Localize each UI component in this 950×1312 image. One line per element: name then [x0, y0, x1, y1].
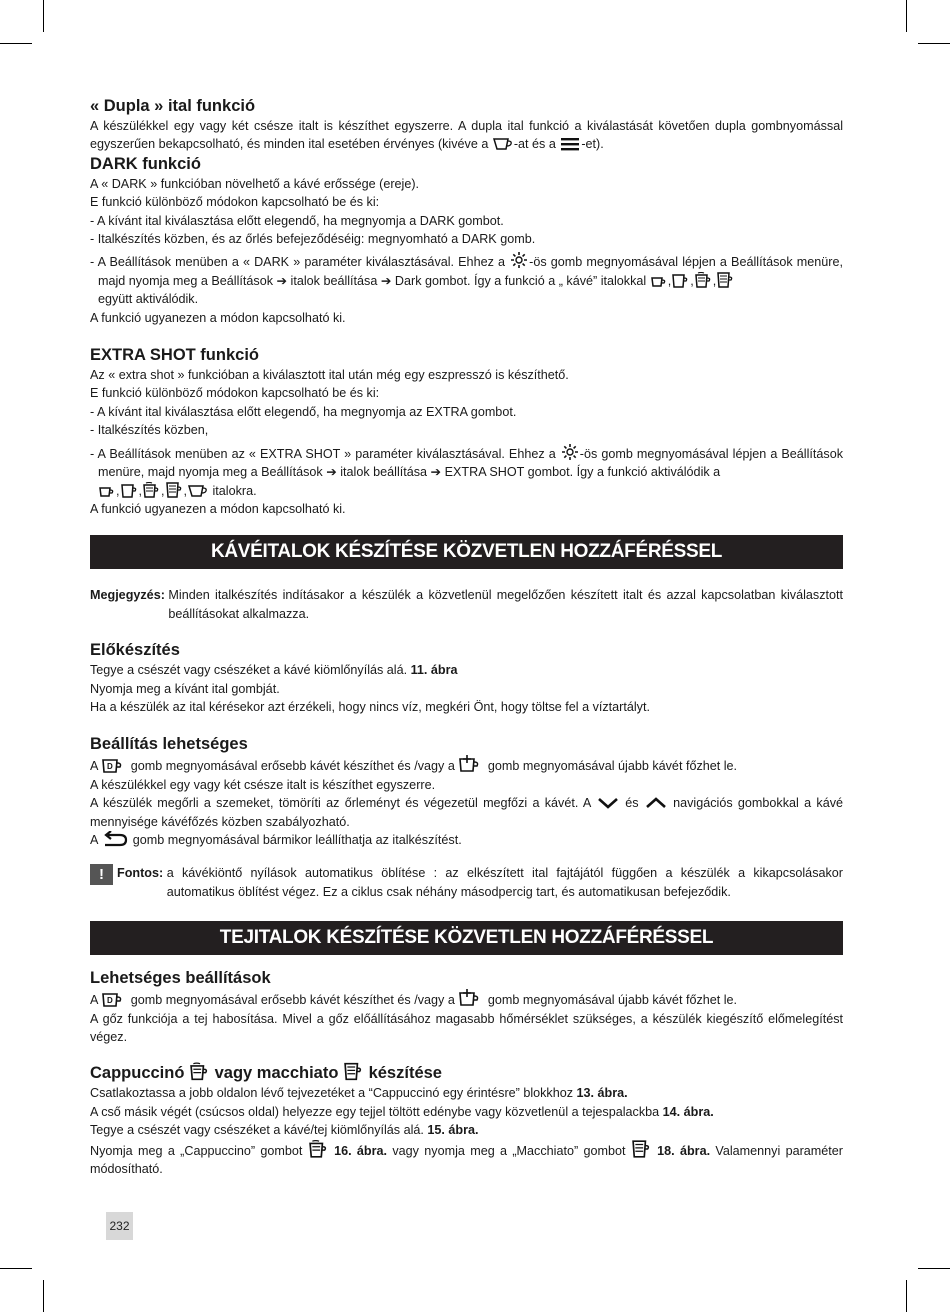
note-text: a kávékiöntő nyílások automatikus öblítése : az elkészített ital fajtájától függően a készülék a kikapcsolásakor automatikus öblítést végez. Ez a ciklus csak néhány másodpercig tart, és automatikusan befejeződik.: [166, 866, 843, 899]
extra-line: A funkció ugyanezen a módon kapcsolható ki.: [90, 501, 346, 516]
macchiato-icon: [632, 1140, 651, 1158]
dark-line: E funkció különböző módokon kapcsolható be és ki:: [90, 195, 380, 210]
section-title-elokeszites: Előkészítés: [90, 641, 180, 660]
macchiato-icon: [344, 1062, 363, 1081]
gear-icon: [510, 251, 528, 269]
setting-line: A D gomb megnyomásával erősebb kávét készíthet és /vagy a gomb megnyomásával újabb kávét főzhet le.: [90, 755, 843, 775]
dark-line: - Italkészítés közben, és az őrlés befejeződéséig: megnyomható a DARK gomb.: [90, 232, 536, 247]
page-content: [90, 96, 843, 1178]
svg-text:D: D: [107, 762, 113, 772]
crop-mark: [918, 43, 950, 44]
section-title-lehetseges: Lehetséges beállítások: [90, 969, 271, 988]
figure-ref: 16. ábra.: [334, 1143, 388, 1158]
note-megjegyzes: Megjegyzés: Minden italkészítés indításakor a készülék a közvetlenül megelőzően készített italt és azzal kapcsolatban kiválasztott beállításokat alkalmazza.: [90, 586, 843, 623]
cappuccino-line: Tegye a csészét vagy csészéket a kávé/tej kiömlőnyílás alá. 15. ábra.: [90, 1123, 479, 1138]
section-banner-milk: TEJITALOK KÉSZÍTÉSE KÖZVETLEN HOZZÁFÉRÉSSEL: [90, 921, 843, 955]
crop-mark: [906, 0, 907, 32]
latte-icon: [166, 482, 183, 498]
figure-ref: 18. ábra.: [657, 1143, 711, 1158]
section-title-cappuccino: Cappuccinó vagy macchiato készítése: [90, 1064, 442, 1083]
latte-icon: [717, 272, 734, 288]
chevron-down-icon: [597, 796, 619, 810]
dark-line: - A kívánt ital kiválasztása előtt elegendő, ha megnyomja a DARK gombot.: [90, 213, 504, 228]
prep-line: Tegye a csészét vagy csészéket a kávé kiömlőnyílás alá. 11. ábra: [90, 663, 458, 678]
espresso-icon: [99, 484, 115, 498]
note-label: Fontos: [117, 866, 159, 881]
section-title-dark: DARK funkció: [90, 154, 201, 173]
page-number: 232: [106, 1212, 133, 1240]
figure-ref: 15. ábra.: [427, 1123, 479, 1138]
espresso-icon: [651, 274, 667, 288]
coffee-cup-icon: [672, 274, 689, 288]
figure-ref: 13. ábra.: [576, 1086, 628, 1101]
figure-ref: 14. ábra.: [662, 1104, 714, 1119]
crop-mark: [918, 1268, 950, 1269]
extra-line: Az « extra shot » funkcióban a kiválasztott ital után még egy eszpresszó is készíthető.: [90, 368, 569, 383]
cappuccino-line: A cső másik végét (csúcsos oldal) helyezze egy tejjel töltött edénybe vagy közvetlenül a tejespalackba 14. ábra.: [90, 1104, 714, 1119]
extra-shot-button-icon: [459, 989, 483, 1007]
warning-icon: !: [90, 864, 113, 885]
note-fontos: ! Fontos: a kávékiöntő nyílások automatikus öblítése : az elkészített ital fajtájától függően a készülék a kikapcsolásakor automatikus öblítést végez. Ez a ciklus csak néhány másodpercig tart, és automatikusan befejeződik.: [90, 864, 843, 901]
dark-button-icon: [102, 991, 126, 1007]
extra-line: - Italkészítés közben,: [90, 423, 209, 438]
svg-text:D: D: [107, 996, 113, 1006]
note-label: Megjegyzés: [90, 588, 161, 603]
milk-setting-line: A D gomb megnyomásával erősebb kávét készíthet és /vagy a gomb megnyomásával újabb kávét főzhet le.: [90, 989, 843, 1009]
gear-icon: [561, 443, 579, 461]
menu-icon: [560, 137, 580, 151]
section-title-extra-shot: EXTRA SHOT funkció: [90, 346, 259, 365]
cappuccino-icon: [143, 482, 160, 498]
cappuccino-line: Csatlakoztassa a jobb oldalon lévő tejvezetéket a “Cappuccinó egy érintésre” blokkhoz 13. ábra.: [90, 1086, 628, 1101]
back-arrow-icon: [102, 831, 128, 847]
cappuccino-line: Nyomja meg a „Cappuccino” gombot 16. ábra. vagy nyomja meg a „Macchiato” gombot 18. ábra. Valamennyi paraméter módosítható.: [90, 1140, 843, 1179]
setting-line: A készülék megőrli a szemeket, tömöríti az őrleményt és végezetül megfőzi a kávét. A és navigációs gombokkal a kávé mennyisége kávéfőzés közben szabályozható.: [90, 796, 843, 829]
crop-mark: [43, 1280, 44, 1312]
prep-line: Nyomja meg a kívánt ital gombját.: [90, 681, 280, 696]
chevron-up-icon: [645, 796, 667, 810]
section-banner-coffee: KÁVÉITALOK KÉSZÍTÉSE KÖZVETLEN HOZZÁFÉRÉSSEL: [90, 535, 843, 569]
extra-line: - A kívánt ital kiválasztása előtt elegendő, ha megnyomja az EXTRA gombot.: [90, 404, 517, 419]
prep-line: Ha a készülék az ital kérésekor azt érzékeli, hogy nincs víz, megkéri Önt, hogy töltse fel a víztartályt.: [90, 699, 650, 714]
dark-settings-paragraph: - A Beállítások menüben a « DARK » paraméter kiválasztásával. Ehhez a -ös gomb megnyomásával lépjen a Beállítások menüre, majd nyomja meg a Beállítások ➔ italok beállítása ➔ Dark gombot. Így a funkció a „ kávé” italokkal , , , együtt aktiválódik.: [90, 251, 843, 308]
figure-ref: 11. ábra: [410, 663, 458, 678]
extra-shot-button-icon: [459, 755, 483, 773]
cappuccino-icon: [309, 1140, 328, 1158]
crop-mark: [43, 0, 44, 32]
crop-mark: [0, 43, 32, 44]
section-title-beallitas: Beállítás lehetséges: [90, 735, 248, 754]
americano-cup-icon: [493, 137, 513, 151]
cappuccino-icon: [190, 1062, 209, 1081]
note-text: Minden italkészítés indításakor a készülék a közvetlenül megelőzően készített italt és azzal kapcsolatban kiválasztott beállításokat alkalmazza.: [168, 588, 843, 621]
setting-line: A készülékkel egy vagy két csésze italt is készíthet egyszerre.: [90, 777, 436, 792]
crop-mark: [0, 1268, 32, 1269]
dark-button-icon: [102, 757, 126, 773]
extra-line: E funkció különböző módokon kapcsolható be és ki:: [90, 386, 380, 401]
dark-line: A « DARK » funkcióban növelhető a kávé erőssége (ereje).: [90, 176, 420, 191]
crop-mark: [906, 1280, 907, 1312]
coffee-cup-icon: [121, 484, 138, 498]
section-title-dupla: « Dupla » ital funkció: [90, 97, 256, 115]
extra-settings-paragraph: - A Beállítások menüben az « EXTRA SHOT » paraméter kiválasztásával. Ehhez a -ös gomb megnyomásával lépjen a Beállítások menüre, majd nyomja meg a Beállítások ➔ italok beállítása ➔ EXTRA SHOT gombot. Így a funkció aktiválódik a , , , , italokra.: [90, 443, 843, 500]
setting-line: A gomb megnyomásával bármikor leállíthatja az italkészítést.: [90, 832, 462, 847]
dark-line: A funkció ugyanezen a módon kapcsolható ki.: [90, 310, 346, 325]
dupla-paragraph: A készülékkel egy vagy két csésze italt is készíthet egyszerre. A dupla ital funkció a kiválastását követően dupla gombnyomással egyszerűen bekapcsolható, és minden ital esetében érvényes (kivéve a -at és a -et).: [90, 119, 843, 152]
cappuccino-icon: [695, 272, 712, 288]
milk-setting-line: A gőz funkciója a tej habosítása. Mivel a gőz előállításához magasabb hőmérséklet szükséges, a készülék kiegészítő előmelegítést végez.: [90, 1011, 843, 1044]
americano-cup-icon: [188, 484, 208, 498]
